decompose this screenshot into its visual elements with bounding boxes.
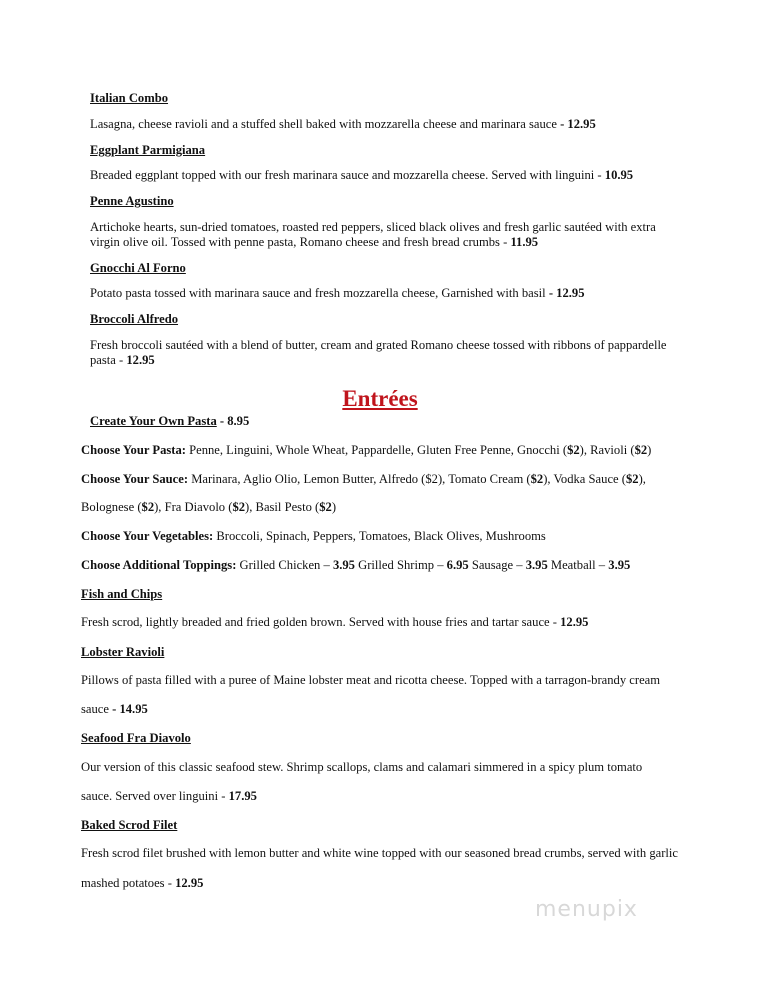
- pasta-choice-line: [81, 499, 336, 515]
- entree-item-heading: [81, 730, 191, 746]
- choice-text: ),: [638, 472, 646, 486]
- menupix-watermark: menupix: [535, 897, 638, 922]
- item-price: 12.95: [175, 876, 204, 890]
- description-text: Fresh scrod filet brushed with lemon butter and white wine topped with our seasoned bread crumbs, served with garlic: [81, 846, 679, 860]
- choice-text: ), Ravioli (: [579, 443, 635, 457]
- item-name: Italian Combo: [90, 91, 169, 105]
- entree-item-heading: [81, 817, 177, 833]
- choice-bold-text: 3.95: [332, 558, 355, 572]
- choice-bold-text: Choose Your Sauce:: [81, 472, 192, 486]
- pasta-item-description: [90, 337, 667, 353]
- choice-text: ): [331, 500, 337, 514]
- pasta-choice-line: [81, 442, 651, 458]
- choice-bold-text: Choose Additional Toppings:: [81, 558, 240, 572]
- description-text: Pillows of pasta filled with a puree of Maine lobster meat and ricotta cheese. Topped with a tarragon-brandy cream: [81, 673, 661, 687]
- choice-bold-text: $2: [567, 443, 580, 457]
- choice-bold-text: Choose Your Vegetables:: [81, 529, 217, 543]
- choice-text: Grilled Shrimp –: [354, 558, 447, 572]
- pasta-item-description: [90, 116, 596, 132]
- description-text: sauce: [81, 702, 113, 716]
- item-price: 12.95: [126, 353, 155, 367]
- entree-item-description: [81, 788, 257, 804]
- description-text: pasta -: [90, 353, 127, 367]
- choice-text: Grilled Chicken –: [239, 558, 333, 572]
- item-price: - 14.95: [112, 702, 148, 716]
- item-price: - 12.95: [548, 286, 585, 300]
- entree-item-description: [81, 672, 660, 688]
- entree-item-description: [81, 845, 678, 861]
- pasta-item-heading: [90, 90, 168, 106]
- pasta-item-description: [90, 219, 656, 235]
- item-price: 17.95: [228, 789, 257, 803]
- choice-text: Meatball –: [547, 558, 609, 572]
- item-price: 10.95: [604, 168, 634, 182]
- create-your-own-pasta: [90, 413, 249, 429]
- choice-bold-text: 3.95: [525, 558, 548, 572]
- description-text: sauce. Served over linguini -: [81, 789, 229, 803]
- pasta-item-description: [90, 234, 538, 250]
- item-price: 12.95: [560, 615, 589, 629]
- choice-text: ), Vodka Sauce (: [543, 472, 626, 486]
- description-text: Breaded eggplant topped with our fresh marinara sauce and mozzarella cheese. Served with linguini -: [90, 168, 605, 182]
- item-name: Broccoli Alfredo: [90, 312, 179, 326]
- choice-text: Marinara, Aglio Olio, Lemon Butter, Alfredo ($2), Tomato Cream (: [191, 472, 531, 486]
- description-text: Lasagna, cheese ravioli and a stuffed shell baked with mozzarella cheese and marinara sauce: [90, 117, 561, 131]
- pasta-item-heading: [90, 142, 205, 158]
- choice-bold-text: $2: [141, 500, 155, 514]
- pasta-item-description: [90, 352, 155, 368]
- description-text: mashed potatoes -: [81, 876, 176, 890]
- pasta-item-heading: [90, 311, 178, 327]
- choice-bold-text: $2: [634, 443, 648, 457]
- choice-bold-text: $2: [319, 500, 332, 514]
- choice-text: Penne, Linguini, Whole Wheat, Pappardelle, Gluten Free Penne, Gnocchi (: [189, 443, 568, 457]
- description-text: Fresh scrod, lightly breaded and fried golden brown. Served with house fries and tartar sauce -: [81, 615, 561, 629]
- description-text: Our version of this classic seafood stew. Shrimp scallops, clams and calamari simmered in a spicy plum tomato: [81, 760, 643, 774]
- choice-text: ): [647, 443, 652, 457]
- entree-item-description: [81, 614, 588, 630]
- choice-bold-text: $2: [530, 472, 544, 486]
- pasta-item-description: [90, 285, 585, 301]
- choice-text: Bolognese (: [81, 500, 142, 514]
- pasta-choice-line: [81, 528, 546, 544]
- item-name: Eggplant Parmigiana: [90, 143, 206, 157]
- item-name: Penne Agustino: [90, 194, 174, 208]
- item-name: Seafood Fra Diavolo: [81, 731, 191, 745]
- choice-bold-text: $2: [625, 472, 639, 486]
- choice-bold-text: $2: [232, 500, 246, 514]
- pasta-choice-line: [81, 557, 630, 573]
- pasta-item-heading: [90, 260, 186, 276]
- item-price: 11.95: [510, 235, 539, 249]
- item-name: Gnocchi Al Forno: [90, 261, 186, 275]
- entree-item-description: [81, 759, 642, 775]
- entree-item-description: [81, 701, 148, 717]
- item-name: Fish and Chips: [81, 587, 163, 601]
- entrees-section-title: Entrées: [342, 386, 418, 411]
- description-text: Artichoke hearts, sun-dried tomatoes, roasted red peppers, sliced black olives and fresh garlic sautéed with extra: [90, 220, 656, 234]
- description-text: Potato pasta tossed with marinara sauce and fresh mozzarella cheese, Garnished with basil: [90, 286, 549, 300]
- pasta-item-heading: [90, 193, 174, 209]
- choice-bold-text: 3.95: [608, 558, 631, 572]
- item-price: - 8.95: [216, 414, 250, 428]
- item-name: Lobster Ravioli: [81, 645, 165, 659]
- choice-bold-text: 6.95: [446, 558, 469, 572]
- entree-item-description: [81, 875, 203, 891]
- choice-text: Broccoli, Spinach, Peppers, Tomatoes, Black Olives, Mushrooms: [216, 529, 546, 543]
- choice-text: Sausage –: [468, 558, 526, 572]
- item-name: Create Your Own Pasta: [90, 414, 217, 428]
- choice-text: ), Basil Pesto (: [245, 500, 320, 514]
- description-text: Fresh broccoli sautéed with a blend of butter, cream and grated Romano cheese tossed with ribbons of pappardelle: [90, 338, 667, 352]
- entree-item-heading: [81, 586, 162, 602]
- choice-text: ), Fra Diavolo (: [154, 500, 233, 514]
- item-price: - 12.95: [560, 117, 596, 131]
- pasta-item-description: [90, 167, 633, 183]
- pasta-choice-line: [81, 471, 646, 487]
- item-name: Baked Scrod Filet: [81, 818, 178, 832]
- choice-bold-text: Choose Your Pasta:: [81, 443, 190, 457]
- entree-item-heading: [81, 644, 164, 660]
- description-text: virgin olive oil. Tossed with penne pasta, Romano cheese and fresh bread crumbs -: [90, 235, 511, 249]
